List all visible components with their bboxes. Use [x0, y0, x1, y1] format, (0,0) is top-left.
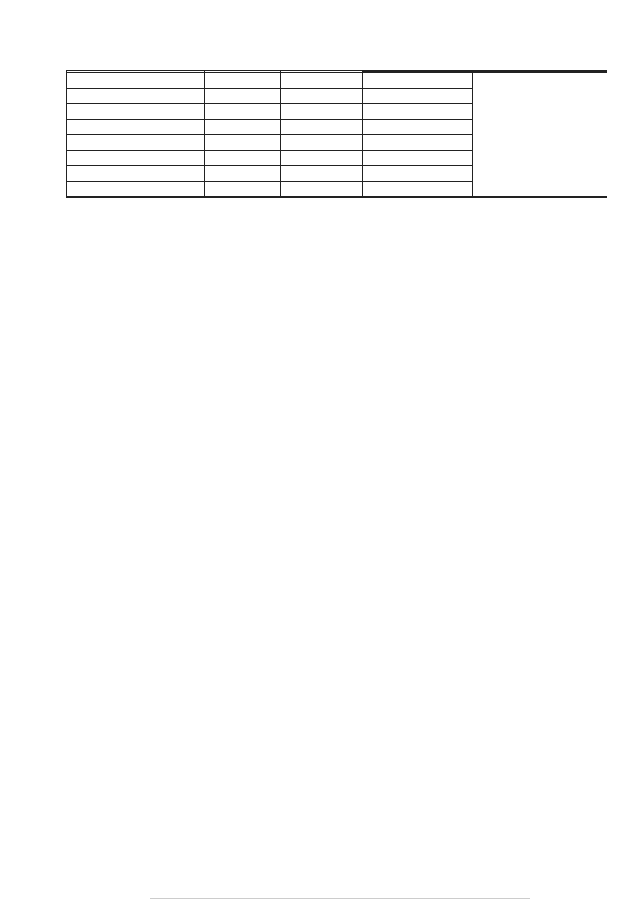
- funding-total-cell: [205, 166, 281, 182]
- funding-year-row: [67, 166, 607, 182]
- funding-budget-cell: [281, 135, 363, 151]
- funding-year-row: [67, 135, 607, 151]
- funding-targeted-cell: [363, 104, 473, 120]
- funding-targeted-cell: [363, 135, 473, 151]
- funding-total-cell: [205, 150, 281, 166]
- funding-year-cell: [67, 135, 205, 151]
- funding-budget-cell: [281, 119, 363, 135]
- funding-budget-cell: [281, 181, 363, 197]
- funding-year-cell: [67, 73, 205, 89]
- funding-year-cell: [67, 104, 205, 120]
- funding-year-row: [67, 150, 607, 166]
- funding-budget-cell: [281, 166, 363, 182]
- funding-year-row: [67, 73, 607, 89]
- funding-targeted-cell: [363, 150, 473, 166]
- targeted-header: [473, 72, 607, 73]
- funding-year-cell: [67, 181, 205, 197]
- funding-year-cell: [67, 166, 205, 182]
- funding-targeted-cell: [363, 166, 473, 182]
- funding-year-row: [67, 88, 607, 104]
- funding-total-cell: [205, 181, 281, 197]
- results-content: [205, 197, 607, 198]
- funding-total-cell: [205, 135, 281, 151]
- funding-total-cell: [205, 104, 281, 120]
- funding-year-cell: [67, 150, 205, 166]
- funding-budget-cell: [281, 150, 363, 166]
- funding-targeted-cell: [363, 88, 473, 104]
- funding-targeted-cell: [363, 181, 473, 197]
- funding-total-cell: [205, 73, 281, 89]
- funding-year-cell: [67, 88, 205, 104]
- funding-budget-cell: [281, 104, 363, 120]
- funding-year-cell: [67, 119, 205, 135]
- passport-table: [66, 70, 607, 198]
- funding-year-row: [67, 181, 607, 197]
- funding-year-row: [67, 104, 607, 120]
- funding-targeted-cell: [363, 73, 473, 89]
- funding-total-cell: [205, 119, 281, 135]
- results-row: [67, 197, 607, 198]
- funding-budget-cell: [281, 88, 363, 104]
- funding-year-row: [67, 119, 607, 135]
- results-label: [67, 197, 205, 198]
- funding-targeted-cell: [363, 119, 473, 135]
- funding-total-cell: [205, 88, 281, 104]
- funding-budget-cell: [281, 73, 363, 89]
- footer-line: [150, 898, 530, 899]
